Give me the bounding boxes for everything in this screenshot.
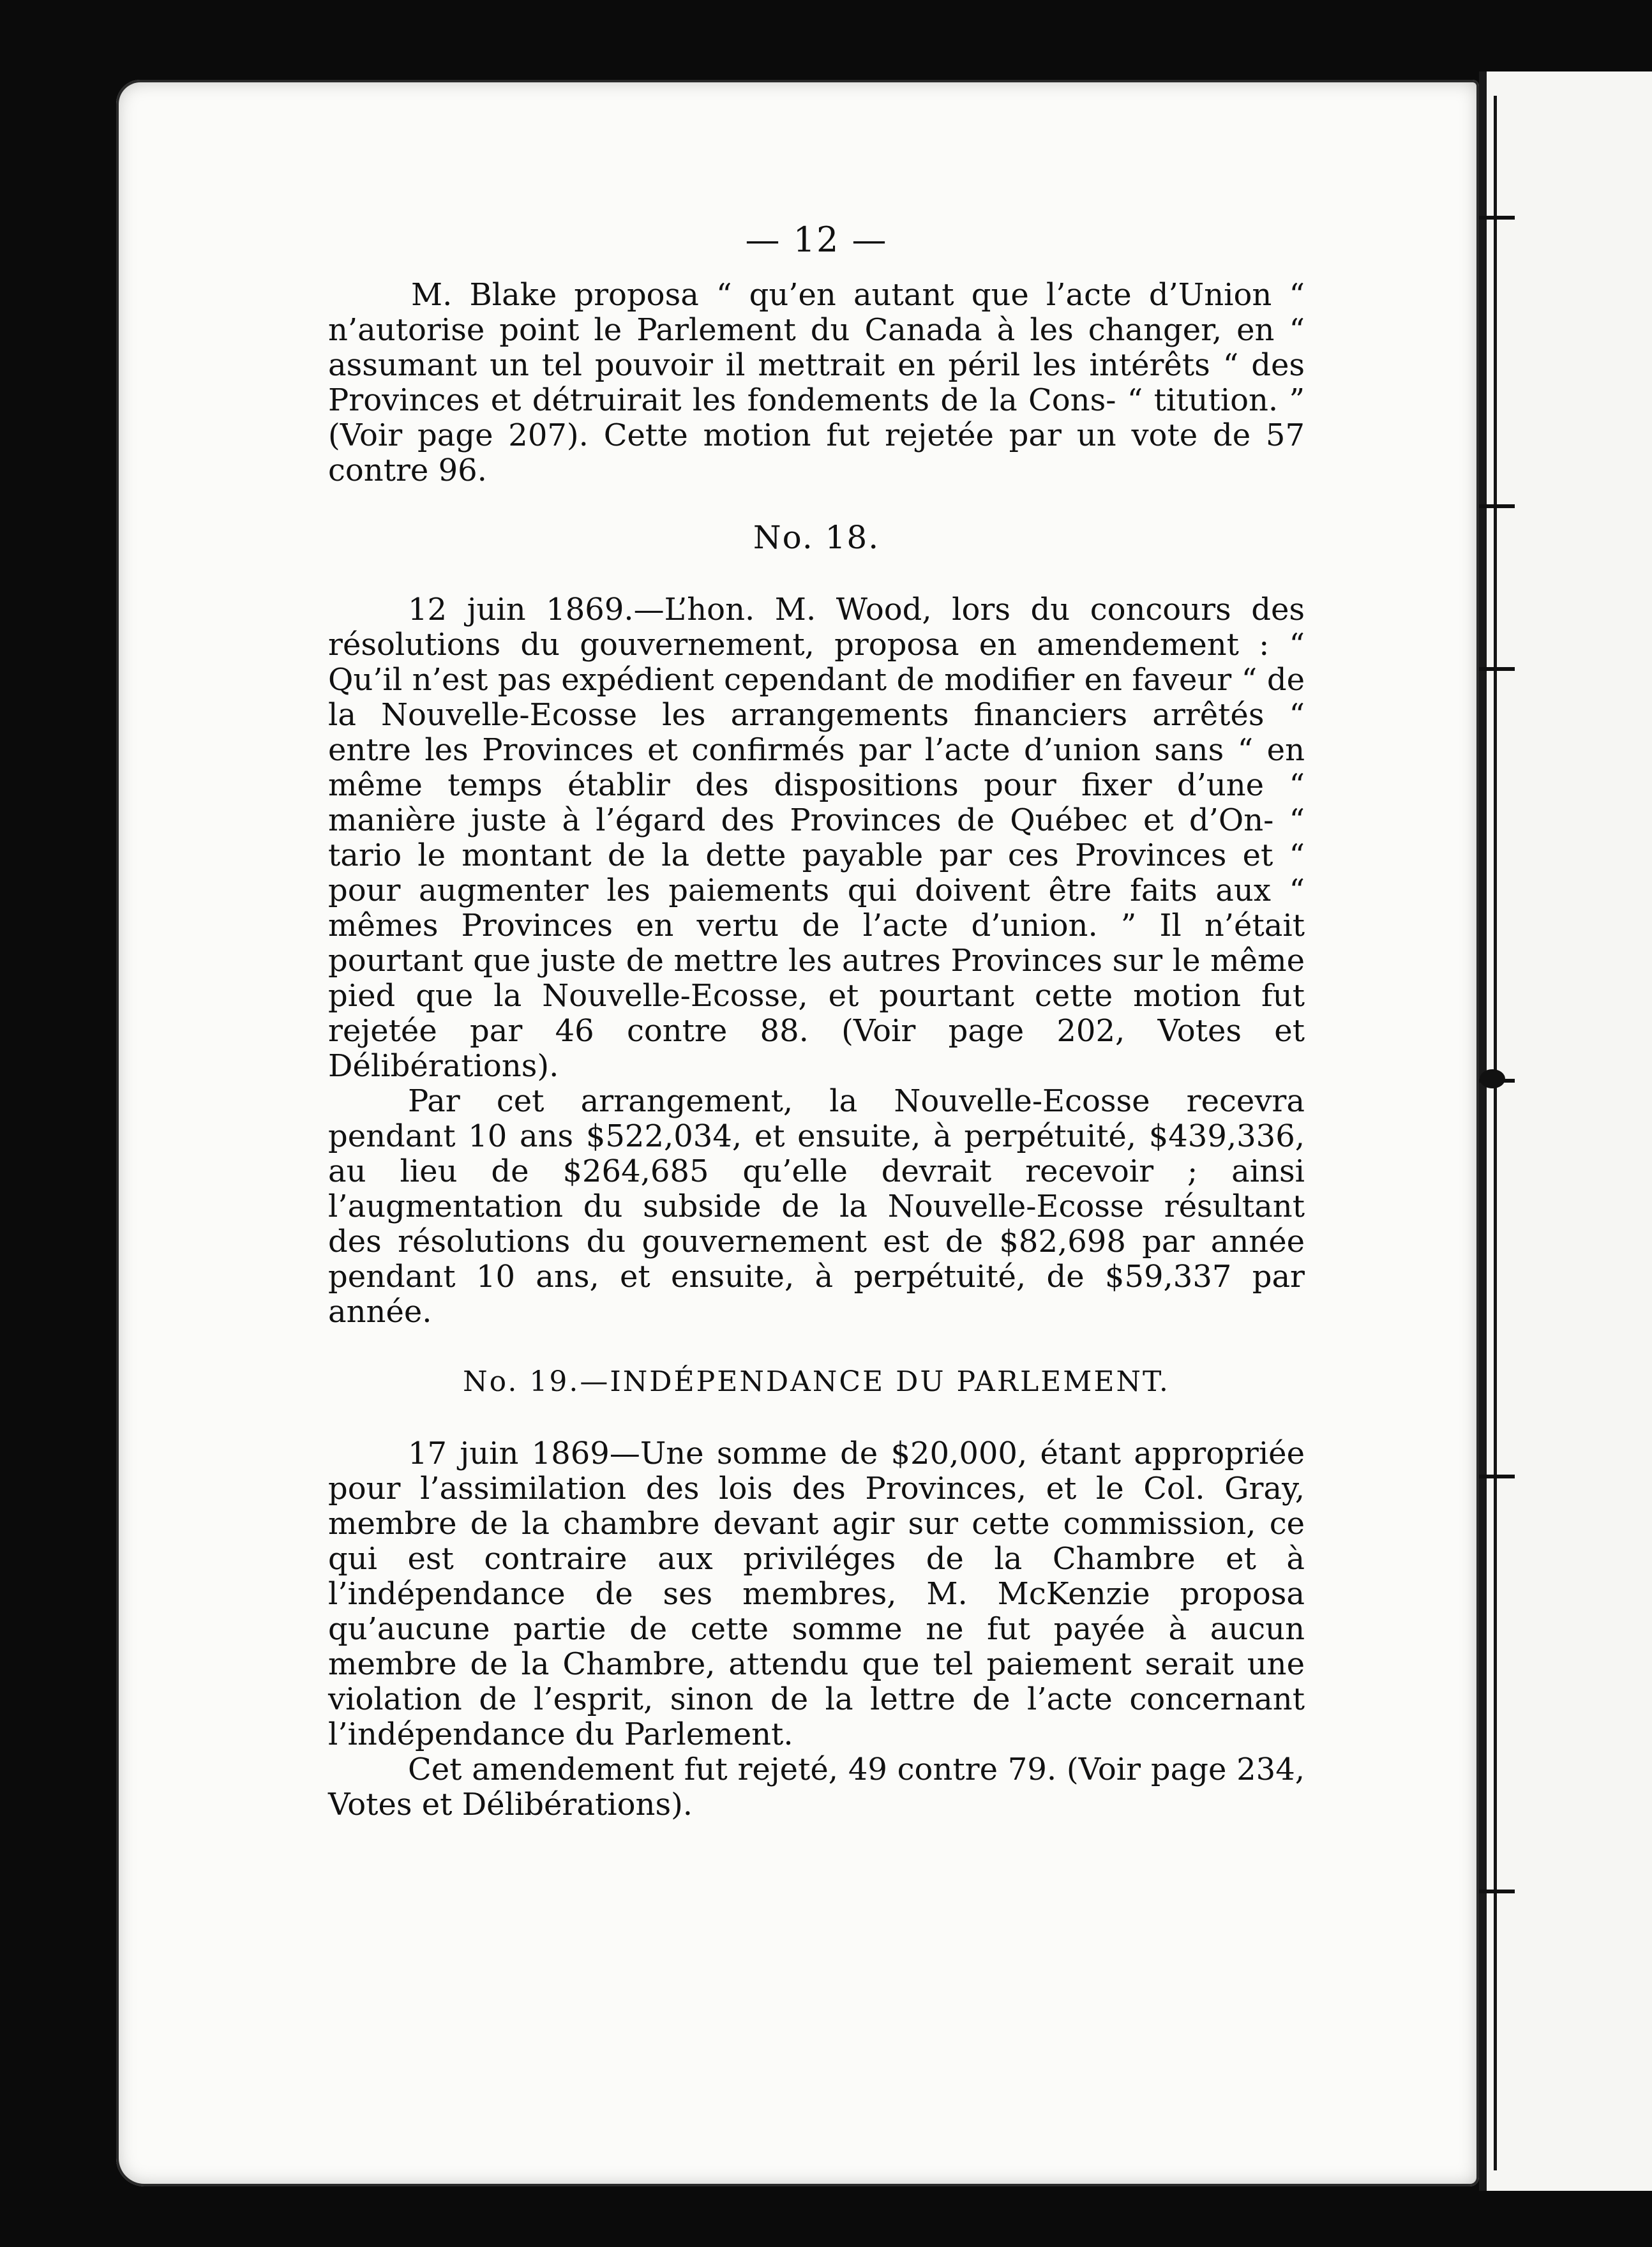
binding-mark bbox=[1476, 667, 1515, 671]
paragraph-mckenzie-motion: 17 juin 1869—Une somme de $20,000, étant appropriée pour l’assimilation des lois des Provinces, et le Col. Gray, membre de la chambre devant agir sur cette commission, ce qui est contraire aux priviléges de la Chambre et à l’indépendance de ses membres, M. McKenzie proposa qu’aucune partie de cette somme ne fut payée à aucun membre de la Chambre, attendu que tel paiement serait une violation de l’esprit, sinon de la lettre de l’acte concernant l’indépendance du Parlement. bbox=[328, 1436, 1305, 1752]
paragraph-blake-motion: M. Blake proposa “ qu’en autant que l’acte d’Union “ n’autorise point le Parlement du Canada à les changer, en “ assumant un tel pouvoir il mettrait en péril les intérêts “ des Provinces et détruirait les fondements de la Cons- “ titution. ” (Voir page 207). Cette motion fut rejetée par un vote de 57 contre 96. bbox=[328, 277, 1305, 488]
paragraph-amendment-rejected: Cet amendement fut rejeté, 49 contre 79. (Voir page 234, Votes et Délibérations). bbox=[328, 1752, 1305, 1822]
adjacent-page bbox=[1487, 71, 1652, 2191]
ink-blot bbox=[1480, 1069, 1505, 1088]
page-body bbox=[328, 222, 1305, 1822]
binding-mark bbox=[1476, 1475, 1515, 1478]
binding-mark bbox=[1476, 216, 1515, 220]
page-number: — 12 — bbox=[745, 220, 888, 260]
paragraph-nova-scotia-arrangement: Par cet arrangement, la Nouvelle-Ecosse recevra pendant 10 ans $522,034, et ensuite, à perpétuité, $439,336, au lieu de $264,685 qu’elle devrait recevoir ; ainsi l’augmentation du subside de la Nouvelle-Ecosse résultant des résolutions du gouvernement est de $82,698 par année pendant 10 ans, et ensuite, à perpétuité, de $59,337 par année. bbox=[328, 1083, 1305, 1330]
binding-mark bbox=[1476, 504, 1515, 508]
paragraph-wood-amendment: 12 juin 1869.—L’hon. M. Wood, lors du concours des résolutions du gouvernement, proposa en amendement : “ Qu’il n’est pas expédient cependant de modifier en faveur “ de la Nouvelle-Ecosse les arrangements financiers arrêtés “ entre les Provinces et confirmés par l’acte d’union sans “ en même temps établir des dispositions pour fixer d’une “ manière juste à l’égard des Provinces de Québec et d’On- “ tario le montant de la dette payable par ces Provinces et “ pour augmenter les paiements qui doivent être faits aux “ mêmes Provinces en vertu de l’acte d’union. ” Il n’était pourtant que juste de mettre les autres Provinces sur le même pied que la Nouvelle-Ecosse, et pourtant cette motion fut rejetée par 46 contre 88. (Voir page 202, Votes et Délibérations). bbox=[328, 592, 1305, 1084]
section-heading-no18: No. 18. bbox=[753, 519, 880, 556]
binding-edge bbox=[1494, 96, 1497, 2170]
binding-mark bbox=[1476, 1890, 1515, 1893]
section-heading-no19: No. 19.—INDÉPENDANCE DU PARLEMENT. bbox=[463, 1365, 1170, 1398]
page-gutter bbox=[1479, 71, 1487, 2191]
